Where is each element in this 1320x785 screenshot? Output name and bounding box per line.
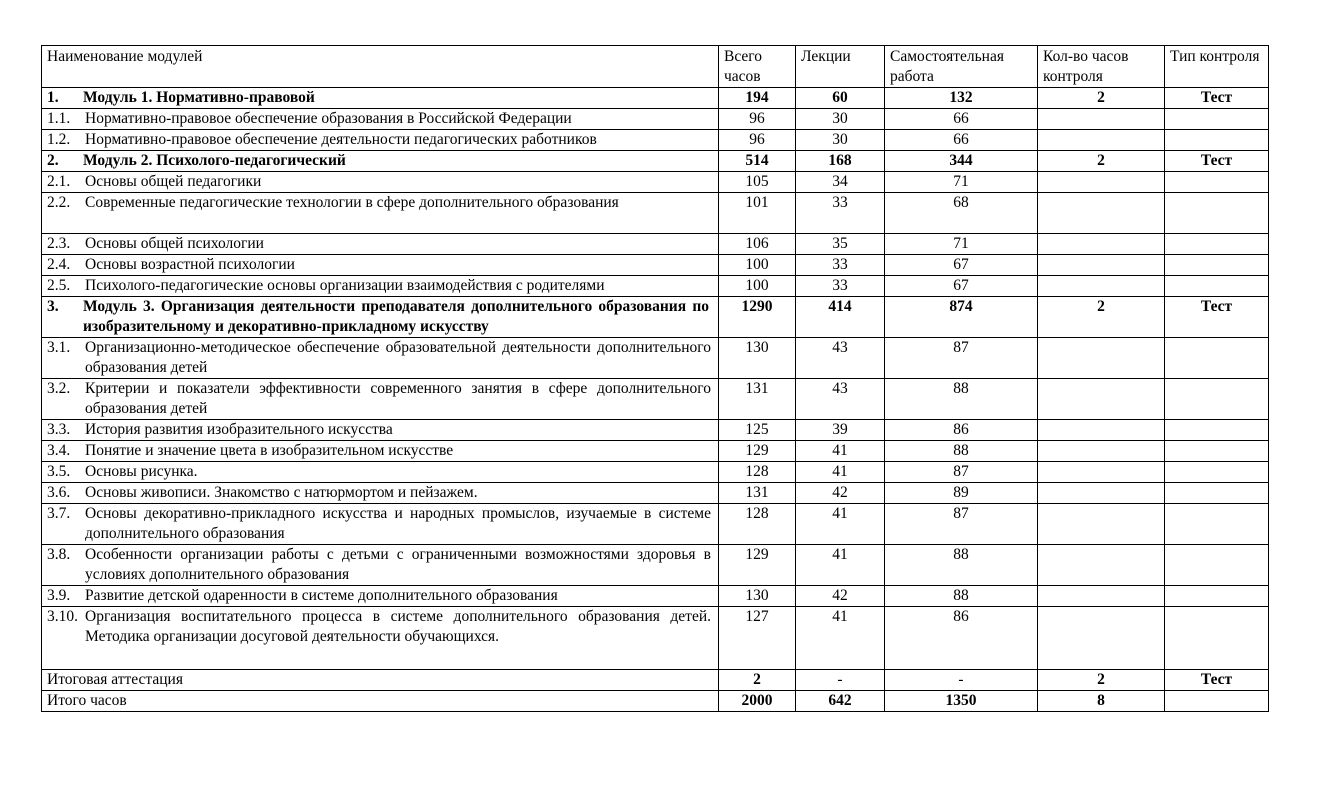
cell-self-study: 86 xyxy=(885,607,1038,670)
cell-lectures: 33 xyxy=(796,255,885,276)
row-number: 1.1. xyxy=(47,110,71,127)
cell-control-type xyxy=(1165,545,1269,586)
row-number: 3.6. xyxy=(47,484,71,501)
module-row xyxy=(42,151,1269,172)
row-number: 1. xyxy=(47,89,59,106)
cell-self-study: 89 xyxy=(885,483,1038,504)
cell-control-type xyxy=(1165,379,1269,420)
topic-row xyxy=(42,420,1269,441)
cell-total: 100 xyxy=(719,276,796,297)
cell-control-hours xyxy=(1038,338,1165,379)
topic-row xyxy=(42,545,1269,586)
cell-total: 96 xyxy=(719,130,796,151)
cell-lectures: 42 xyxy=(796,586,885,607)
cell-control-hours: 2 xyxy=(1038,297,1165,338)
cell-total: 1290 xyxy=(719,297,796,338)
final-attestation-label: Итоговая аттестация xyxy=(42,670,719,691)
cell-control-type xyxy=(1165,483,1269,504)
row-title-cell xyxy=(42,276,719,297)
cell-control-type xyxy=(1165,504,1269,545)
final-attestation-lectures: - xyxy=(796,670,885,691)
header-control-type: Тип контроля xyxy=(1165,46,1269,88)
row-number: 2.5. xyxy=(47,277,71,294)
row-title-cell xyxy=(42,234,719,255)
totals-row xyxy=(42,691,1269,712)
cell-control-type xyxy=(1165,441,1269,462)
cell-lectures: 33 xyxy=(796,193,885,234)
row-title: Понятие и значение цвета в изобразительном искусстве xyxy=(85,442,454,459)
cell-total: 129 xyxy=(719,441,796,462)
cell-self-study: 71 xyxy=(885,234,1038,255)
cell-self-study: 86 xyxy=(885,420,1038,441)
cell-self-study: 88 xyxy=(885,545,1038,586)
cell-control-hours xyxy=(1038,462,1165,483)
topic-row xyxy=(42,462,1269,483)
topic-row xyxy=(42,276,1269,297)
row-title-cell xyxy=(42,607,719,670)
cell-total: 514 xyxy=(719,151,796,172)
row-title: Организация воспитательного процесса в системе дополнительного образования детей. Методика организации досуговой деятельности обучающихся. xyxy=(85,608,711,645)
cell-self-study: 87 xyxy=(885,504,1038,545)
row-title: Модуль 2. Психолого-педагогический xyxy=(83,152,346,169)
header-row xyxy=(42,46,1269,88)
row-title-cell xyxy=(42,193,719,234)
row-number: 3.10. xyxy=(47,608,78,625)
row-title: Организационно-методическое обеспечение образовательной деятельности дополнительного образования детей xyxy=(85,339,711,376)
cell-self-study: 88 xyxy=(885,441,1038,462)
row-title-cell xyxy=(42,130,719,151)
row-number: 3.1. xyxy=(47,339,71,356)
cell-total: 127 xyxy=(719,607,796,670)
modules-table xyxy=(41,45,1269,712)
topic-row xyxy=(42,441,1269,462)
cell-lectures: 35 xyxy=(796,234,885,255)
cell-control-hours xyxy=(1038,379,1165,420)
cell-total: 130 xyxy=(719,338,796,379)
cell-control-hours xyxy=(1038,109,1165,130)
row-title: Развитие детской одаренности в системе дополнительного образования xyxy=(85,587,558,604)
row-title-cell xyxy=(42,297,719,338)
topic-row xyxy=(42,193,1269,234)
cell-control-type xyxy=(1165,586,1269,607)
topic-row xyxy=(42,172,1269,193)
row-title-cell xyxy=(42,338,719,379)
header-total: Всего часов xyxy=(719,46,796,88)
cell-total: 106 xyxy=(719,234,796,255)
cell-total: 125 xyxy=(719,420,796,441)
final-attestation-total: 2 xyxy=(719,670,796,691)
row-title: Основы живописи. Знакомство с натюрмортом и пейзажем. xyxy=(85,484,478,501)
row-title: Основы общей педагогики xyxy=(85,173,262,190)
row-title-cell xyxy=(42,586,719,607)
table-body xyxy=(42,88,1269,670)
cell-total: 194 xyxy=(719,88,796,109)
cell-control-hours xyxy=(1038,234,1165,255)
cell-control-type xyxy=(1165,462,1269,483)
cell-lectures: 60 xyxy=(796,88,885,109)
cell-total: 130 xyxy=(719,586,796,607)
cell-self-study: 66 xyxy=(885,130,1038,151)
row-title-cell xyxy=(42,441,719,462)
row-title: Модуль 1. Нормативно-правовой xyxy=(83,89,315,106)
topic-row xyxy=(42,483,1269,504)
row-title: Нормативно-правовое обеспечение образования в Российской Федерации xyxy=(85,110,572,127)
totals-total: 2000 xyxy=(719,691,796,712)
cell-self-study: 68 xyxy=(885,193,1038,234)
row-number: 3.7. xyxy=(47,505,71,522)
topic-row xyxy=(42,607,1269,670)
cell-control-hours xyxy=(1038,504,1165,545)
cell-control-type xyxy=(1165,420,1269,441)
totals-label: Итого часов xyxy=(42,691,719,712)
cell-control-hours xyxy=(1038,255,1165,276)
cell-control-hours xyxy=(1038,441,1165,462)
row-title-cell xyxy=(42,545,719,586)
row-title: История развития изобразительного искусства xyxy=(85,421,393,438)
cell-lectures: 43 xyxy=(796,338,885,379)
cell-control-type xyxy=(1165,234,1269,255)
row-number: 2.3. xyxy=(47,235,71,252)
final-attestation-self: - xyxy=(885,670,1038,691)
row-number: 3.9. xyxy=(47,587,71,604)
topic-row xyxy=(42,234,1269,255)
row-title: Современные педагогические технологии в сфере дополнительного образования xyxy=(85,194,619,211)
topic-row xyxy=(42,379,1269,420)
cell-lectures: 41 xyxy=(796,545,885,586)
row-title-cell xyxy=(42,151,719,172)
header-self-study: Самостоятельная работа xyxy=(885,46,1038,88)
topic-row xyxy=(42,586,1269,607)
totals-self: 1350 xyxy=(885,691,1038,712)
cell-total: 131 xyxy=(719,379,796,420)
row-title-cell xyxy=(42,172,719,193)
row-number: 3. xyxy=(47,298,59,315)
cell-total: 100 xyxy=(719,255,796,276)
cell-self-study: 87 xyxy=(885,462,1038,483)
row-title: Основы возрастной психологии xyxy=(85,256,295,273)
row-number: 1.2. xyxy=(47,131,71,148)
cell-control-type xyxy=(1165,193,1269,234)
cell-control-hours: 2 xyxy=(1038,88,1165,109)
cell-self-study: 132 xyxy=(885,88,1038,109)
row-title-cell xyxy=(42,420,719,441)
cell-lectures: 33 xyxy=(796,276,885,297)
totals-control-hours: 8 xyxy=(1038,691,1165,712)
row-title-cell xyxy=(42,379,719,420)
row-number: 2.1. xyxy=(47,173,71,190)
cell-total: 129 xyxy=(719,545,796,586)
cell-self-study: 87 xyxy=(885,338,1038,379)
cell-control-hours xyxy=(1038,586,1165,607)
cell-control-type xyxy=(1165,172,1269,193)
row-number: 3.4. xyxy=(47,442,71,459)
row-title: Особенности организации работы с детьми с ограниченными возможностями здоровья в условиях дополнительного образования xyxy=(85,546,711,583)
cell-lectures: 41 xyxy=(796,462,885,483)
final-attestation-control-type: Тест xyxy=(1165,670,1269,691)
cell-control-hours xyxy=(1038,420,1165,441)
cell-self-study: 67 xyxy=(885,255,1038,276)
cell-control-type: Тест xyxy=(1165,88,1269,109)
cell-self-study: 66 xyxy=(885,109,1038,130)
header-name: Наименование модулей xyxy=(42,46,719,88)
cell-total: 128 xyxy=(719,504,796,545)
cell-total: 131 xyxy=(719,483,796,504)
row-number: 3.2. xyxy=(47,380,71,397)
cell-lectures: 43 xyxy=(796,379,885,420)
module-row xyxy=(42,297,1269,338)
cell-control-hours xyxy=(1038,172,1165,193)
cell-lectures: 168 xyxy=(796,151,885,172)
final-attestation-control-hours: 2 xyxy=(1038,670,1165,691)
row-title: Нормативно-правовое обеспечение деятельности педагогических работников xyxy=(85,131,597,148)
cell-total: 96 xyxy=(719,109,796,130)
row-number: 3.5. xyxy=(47,463,71,480)
header-lectures: Лекции xyxy=(796,46,885,88)
final-attestation-row xyxy=(42,670,1269,691)
row-title-cell xyxy=(42,255,719,276)
cell-total: 101 xyxy=(719,193,796,234)
cell-control-type xyxy=(1165,255,1269,276)
cell-control-hours xyxy=(1038,483,1165,504)
cell-lectures: 39 xyxy=(796,420,885,441)
topic-row xyxy=(42,130,1269,151)
row-number: 2. xyxy=(47,152,59,169)
cell-lectures: 34 xyxy=(796,172,885,193)
cell-lectures: 30 xyxy=(796,130,885,151)
row-number: 3.8. xyxy=(47,546,71,563)
row-title: Модуль 3. Организация деятельности преподавателя дополнительного образования по изобразительному и декоративно-прикладному искусству xyxy=(83,298,709,335)
cell-self-study: 67 xyxy=(885,276,1038,297)
totals-lectures: 642 xyxy=(796,691,885,712)
row-title: Основы декоративно-прикладного искусства и народных промыслов, изучаемые в системе дополнительного образования xyxy=(85,505,711,542)
cell-control-type xyxy=(1165,607,1269,670)
cell-total: 128 xyxy=(719,462,796,483)
row-title: Основы общей психологии xyxy=(85,235,264,252)
header-control-hours: Кол-во часов контроля xyxy=(1038,46,1165,88)
cell-lectures: 41 xyxy=(796,607,885,670)
cell-lectures: 414 xyxy=(796,297,885,338)
cell-self-study: 71 xyxy=(885,172,1038,193)
row-title-cell xyxy=(42,504,719,545)
row-title-cell xyxy=(42,109,719,130)
topic-row xyxy=(42,338,1269,379)
cell-control-hours xyxy=(1038,545,1165,586)
cell-self-study: 88 xyxy=(885,379,1038,420)
row-title-cell xyxy=(42,483,719,504)
cell-self-study: 344 xyxy=(885,151,1038,172)
topic-row xyxy=(42,255,1269,276)
cell-control-type xyxy=(1165,338,1269,379)
totals-control-type xyxy=(1165,691,1269,712)
cell-control-hours xyxy=(1038,130,1165,151)
cell-control-type xyxy=(1165,130,1269,151)
cell-control-hours xyxy=(1038,607,1165,670)
module-row xyxy=(42,88,1269,109)
cell-control-type: Тест xyxy=(1165,297,1269,338)
cell-lectures: 41 xyxy=(796,441,885,462)
cell-lectures: 30 xyxy=(796,109,885,130)
row-title-cell xyxy=(42,462,719,483)
row-title: Основы рисунка. xyxy=(85,463,198,480)
cell-control-type: Тест xyxy=(1165,151,1269,172)
topic-row xyxy=(42,109,1269,130)
row-title-cell xyxy=(42,88,719,109)
cell-lectures: 42 xyxy=(796,483,885,504)
cell-lectures: 41 xyxy=(796,504,885,545)
row-number: 2.4. xyxy=(47,256,71,273)
row-number: 3.3. xyxy=(47,421,71,438)
cell-total: 105 xyxy=(719,172,796,193)
cell-self-study: 874 xyxy=(885,297,1038,338)
cell-control-hours xyxy=(1038,193,1165,234)
row-number: 2.2. xyxy=(47,194,71,211)
cell-control-type xyxy=(1165,109,1269,130)
topic-row xyxy=(42,504,1269,545)
cell-control-type xyxy=(1165,276,1269,297)
cell-control-hours: 2 xyxy=(1038,151,1165,172)
row-title: Психолого-педагогические основы организации взаимодействия с родителями xyxy=(85,277,605,294)
row-title: Критерии и показатели эффективности современного занятия в сфере дополнительного образования детей xyxy=(85,380,711,417)
cell-self-study: 88 xyxy=(885,586,1038,607)
cell-control-hours xyxy=(1038,276,1165,297)
